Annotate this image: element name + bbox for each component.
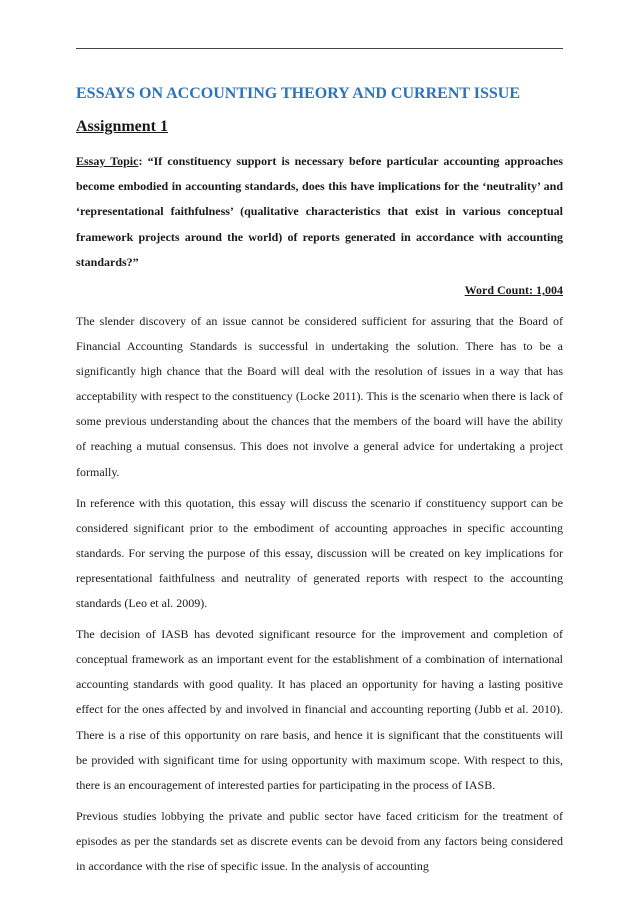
paragraph: The decision of IASB has devoted significant resource for the improvement and completion of conceptual framework as an important event for the establishment of a combination of international accounting standards with good quality. It has placed an opportunity for having a lasting positive effect for the ones affected by and involved in financial and accounting reporting (Jubb et al. 2010). There is a rise of this opportunity on rare basis, and hence it is significant that the constituents will be provided with significant time for using opportunity with maximum scope. With respect to this, there is an encouragement of interested parties for participating in the process of IASB.	[76, 627, 563, 792]
assignment-heading: Assignment 1	[76, 118, 169, 135]
essay-topic	[76, 149, 563, 275]
essay-topic-separator: :	[138, 154, 148, 168]
word-count: Word Count: 1,004	[464, 283, 563, 298]
paragraph: The slender discovery of an issue cannot be considered sufficient for assuring that the Board of Financial Accounting Standards is successful in undertaking the solution. There has to be a significantly high chance that the Board will deal with the resolution of issues in a way that has acceptability with respect to the constituency (Locke 2011). This is the scenario when there is lack of some previous understanding about the chances that the members of the board will have the ability of reaching a mutual consensus. This does not involve a general advice for undertaking a project formally.	[76, 314, 563, 479]
essay-topic-text: “If constituency support is necessary before particular accounting approaches become embodied in accounting standards, does this have implications for the ‘neutrality’ and ‘representational faithfulness’ (qualitative characteristics that exist in various conceptual framework projects around the world) of reports generated in accordance with accounting standards?”	[76, 154, 563, 269]
document-title: ESSAYS ON ACCOUNTING THEORY AND CURRENT ISSUE	[76, 85, 520, 102]
document-body	[76, 84, 563, 885]
paragraph: Previous studies lobbying the private and public sector have faced criticism for the treatment of episodes as per the standards set as discrete events can be devoid from any factors being considered in accordance with the rise of specific issue. In the analysis of accounting	[76, 808, 563, 873]
paragraph: In reference with this quotation, this essay will discuss the scenario if constituency support can be considered significant prior to the embodiment of accounting approaches in specific accounting standards. For serving the purpose of this essay, discussion will be created on key implications for representational faithfulness and neutrality of generated reports with respect to the accounting standards (Leo et al. 2009).	[76, 495, 563, 611]
essay-topic-label: Essay Topic	[76, 154, 139, 168]
header-rule	[76, 48, 563, 49]
